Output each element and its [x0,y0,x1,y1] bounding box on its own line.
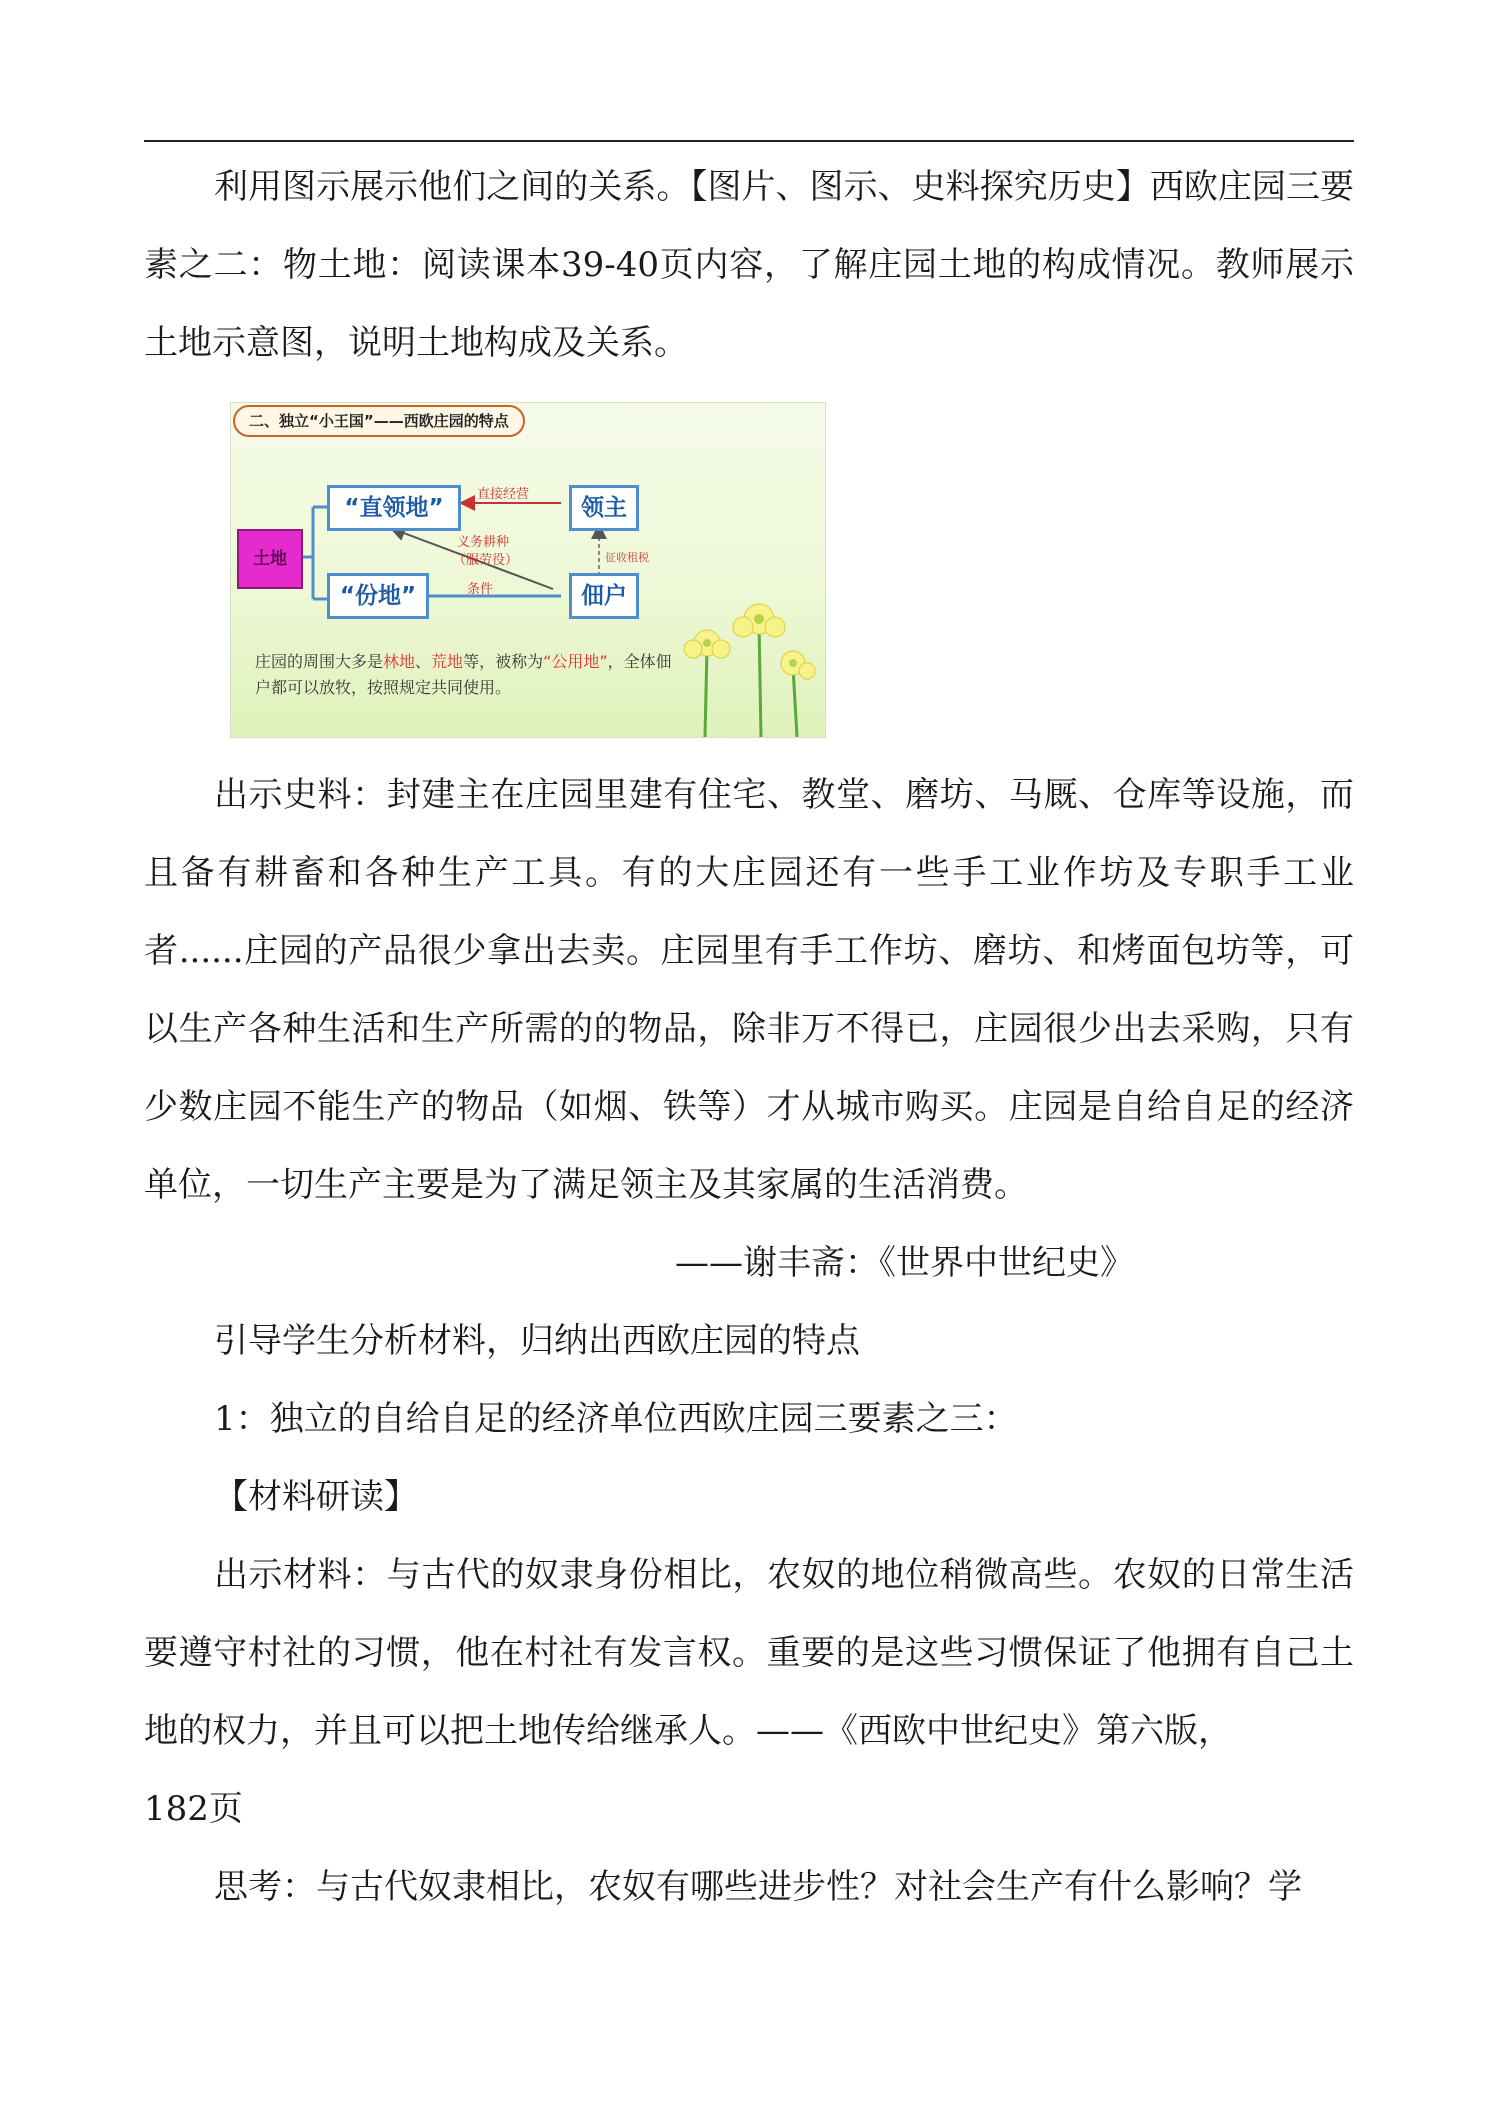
source-citation: ——谢丰斋：《世界中世纪史》 [675,1243,1134,1283]
guide-text: 引导学生分析材料，归纳出西欧庄园的特点 [214,1321,860,1361]
land-box: 土地 [237,529,303,589]
paragraph-material: 出示材料：与古代的奴隶身份相比，农奴的地位稍微高些。农奴的日常生活要遵守村社的习惯，他在村社有发言权。重要的是这些习惯保证了他拥有自己土地的权力，并且可以把土地传给继承人。——《西欧中世纪史》第六版， 182页 [144,1555,1354,1829]
demesne-box: “直领地” [327,485,461,531]
paragraph-intro: 利用图示展示他们之间的关系。【图片、图示、史料探究历史】西欧庄园三要素之二：物土地：阅读课本39-40页内容，了解庄园土地的构成情况。教师展示土地示意图，说明土地构成及关系。 [144,167,1354,363]
rent-label: 征收租税 [605,551,649,564]
document-body [144,148,1354,1926]
land-diagram [230,402,826,738]
point-1: 1：独立的自给自足的经济单位西欧庄园三要素之三： [214,1399,1018,1439]
paragraph-think: 思考：与古代奴隶相比，农奴有哪些进步性？对社会生产有什么影响？学 [214,1867,1302,1907]
paragraph-source: 出示史料：封建主在庄园里建有住宅、教堂、磨坊、马厩、仓库等设施，而且备有耕畜和各种生产工具。有的大庄园还有一些手工业作坊及专职手工业者......庄园的产品很少拿出去卖。庄园里有手工作坊、磨坊、和烤面包坊等，可以生产各种生活和生产所需的的物品，除非万不得已，庄园很少出去采购，只有少数庄园不能生产的物品（如烟、铁等）才从城市购买。庄园是自给自足的经济单位，一切生产主要是为了满足领主及其家属的生活消费。 [144,775,1354,1205]
header-rule [144,140,1354,142]
common-land-note: 庄园的周围大多是林地、荒地等，被称为“公用地”，全体佃户都可以放牧，按照规定共同使用。 [255,652,672,697]
tenement-box: “份地” [327,573,429,619]
obligation-label-2: （服劳役） [453,553,519,568]
material-page: 182页 [144,1789,243,1829]
flower-decoration [665,587,825,737]
condition-label: 条件 [467,582,494,597]
diagram-title: 二、独立“小王国”——西欧庄园的特点 [233,405,525,437]
direct-management-label: 直接经营 [477,487,530,502]
reading-heading: 【材料研读】 [214,1477,418,1517]
lord-box: 领主 [569,485,639,531]
tenant-box: 佃户 [569,573,639,619]
obligation-label-1: 义务耕种 [457,535,510,550]
